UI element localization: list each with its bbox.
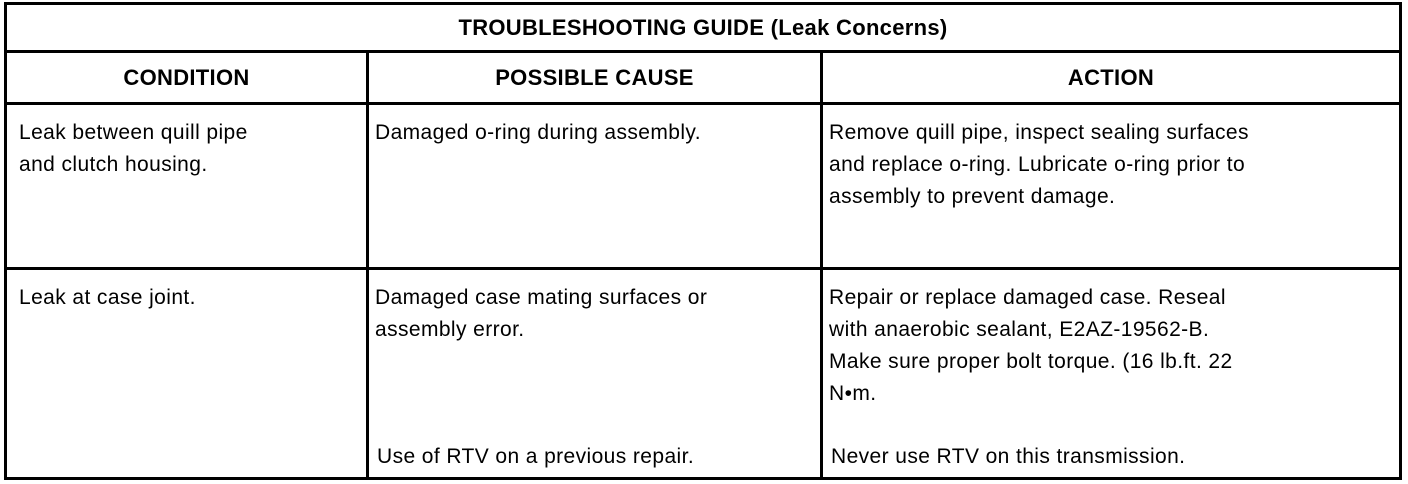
cause-text: Damaged o-ring during assembly. [375, 121, 701, 144]
condition-text: and clutch housing. [19, 153, 208, 176]
condition-text: Leak between quill pipe [19, 121, 248, 144]
header-possible-cause: POSSIBLE CAUSE [369, 53, 823, 102]
cause-text: Damaged case mating surfaces or [375, 286, 708, 309]
action-cell [823, 270, 1399, 477]
header-action: ACTION [1067, 64, 1155, 90]
cause-text: Use of RTV on a previous repair. [377, 445, 695, 468]
cause-cell [369, 105, 823, 267]
table-title: TROUBLESHOOTING GUIDE (Leak Concerns) [7, 5, 1399, 53]
action-text: Remove quill pipe, inspect sealing surfaces [829, 121, 1249, 144]
action-text: Repair or replace damaged case. Reseal [829, 286, 1226, 309]
action-text: Make sure proper bolt torque. (16 lb.ft. 22 [829, 350, 1233, 373]
action-text: with anaerobic sealant, E2AZ-19562-B. [829, 318, 1210, 341]
header-condition: CONDITION [7, 53, 369, 102]
action-text: assembly to prevent damage. [829, 185, 1116, 208]
action-cell [823, 105, 1399, 267]
table-header-row [7, 53, 1399, 105]
table-row [7, 270, 1399, 477]
condition-cell [7, 270, 369, 477]
condition-text: Leak at case joint. [19, 286, 196, 309]
condition-cell [7, 105, 369, 267]
cause-text: assembly error. [375, 318, 525, 341]
action-text: N•m. [829, 382, 877, 405]
cause-cell [369, 270, 823, 477]
action-text: and replace o-ring. Lubricate o-ring prior to [829, 153, 1246, 176]
table-row [7, 105, 1399, 270]
troubleshooting-table [4, 2, 1402, 480]
action-text: Never use RTV on this transmission. [831, 445, 1186, 468]
